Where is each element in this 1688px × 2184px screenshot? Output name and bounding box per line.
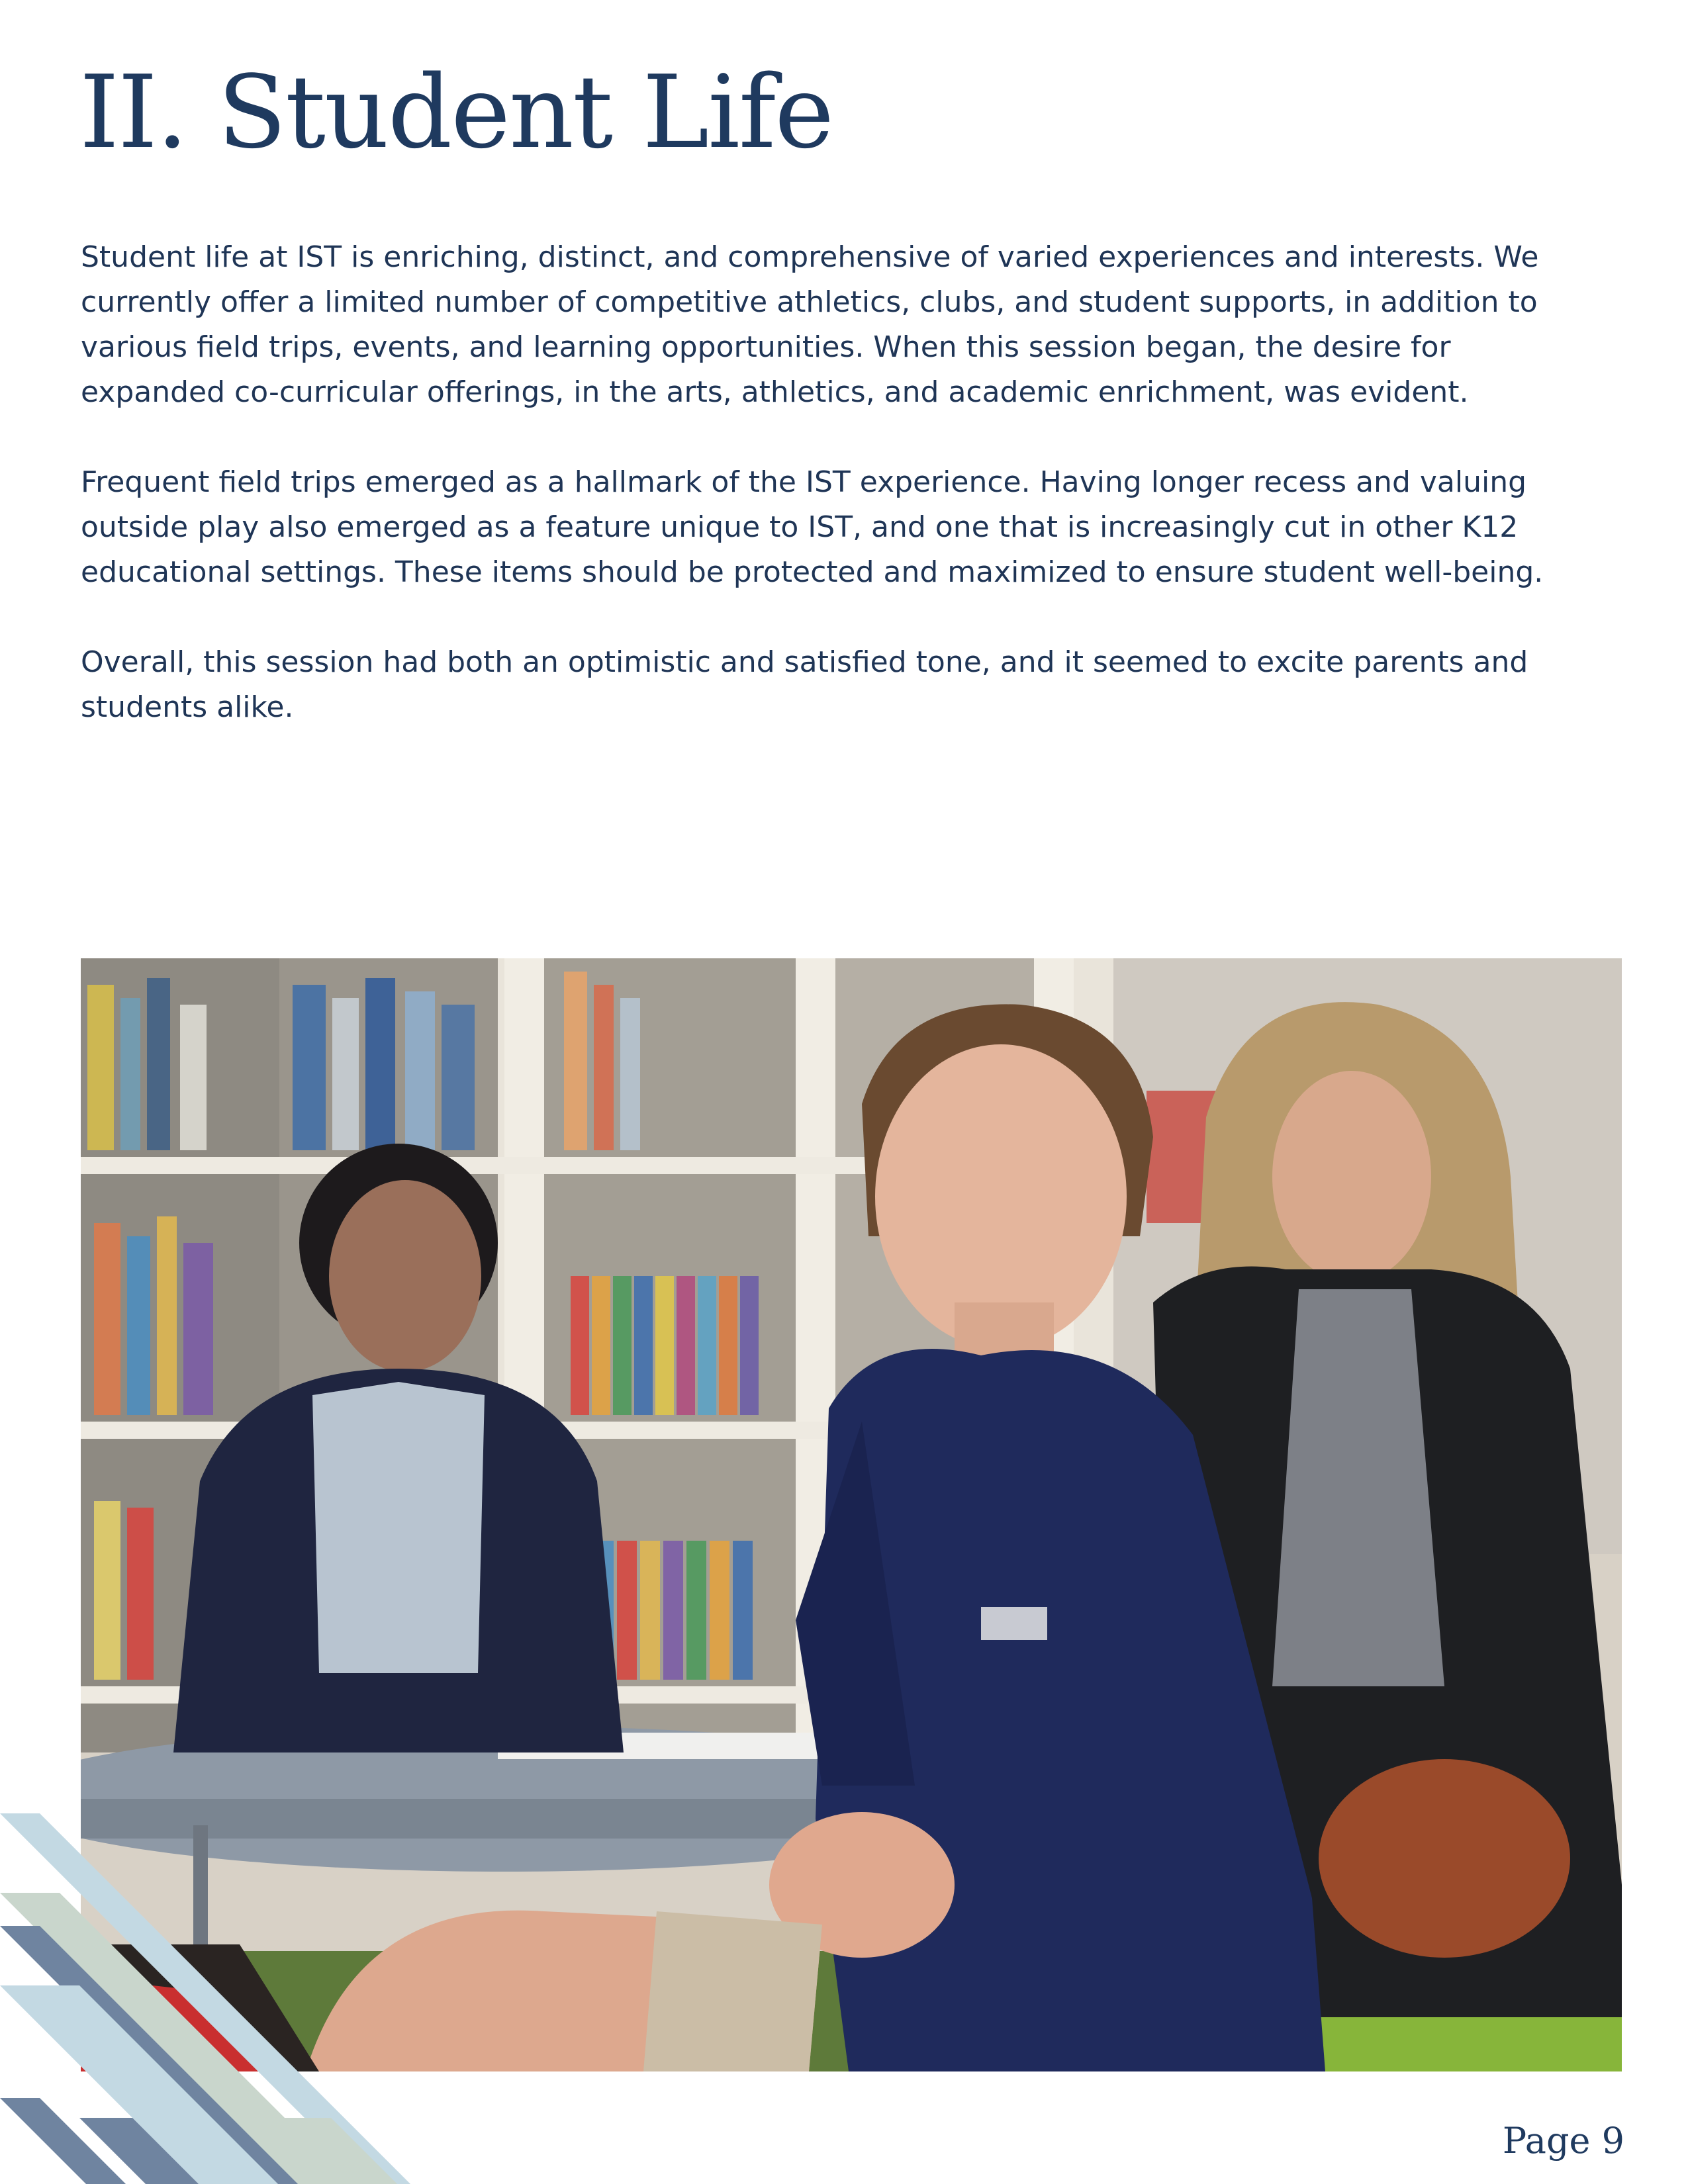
page-title: II. Student Life — [79, 54, 833, 171]
paragraph-field-trips: Frequent field trips emerged as a hallmark of the IST experience. Having longer recess and valuing outside play also emerged as a feature unique to IST, and one that is increasingly cut in other K12 educational settings. These items should be protected and maximized to ensure student well-being. — [81, 465, 1544, 589]
body-text — [81, 235, 1603, 775]
paragraph-overall: Overall, this session had both an optimistic and satisfied tone, and it seemed to excite parents and students alike. — [81, 645, 1528, 724]
paragraph-intro: Student life at IST is enriching, distinct, and comprehensive of varied experiences and interests. We currently offer a limited number of competitive athletics, clubs, and student supports, in addition to various field trips, events, and learning opportunities. When this session began, the desire for expanded co-curricular offerings, in the arts, athletics, and academic enrichment, was evident. — [81, 240, 1539, 409]
decorative-corner-stripes — [0, 1787, 463, 2184]
page-number: Page 9 — [1502, 2120, 1624, 2161]
